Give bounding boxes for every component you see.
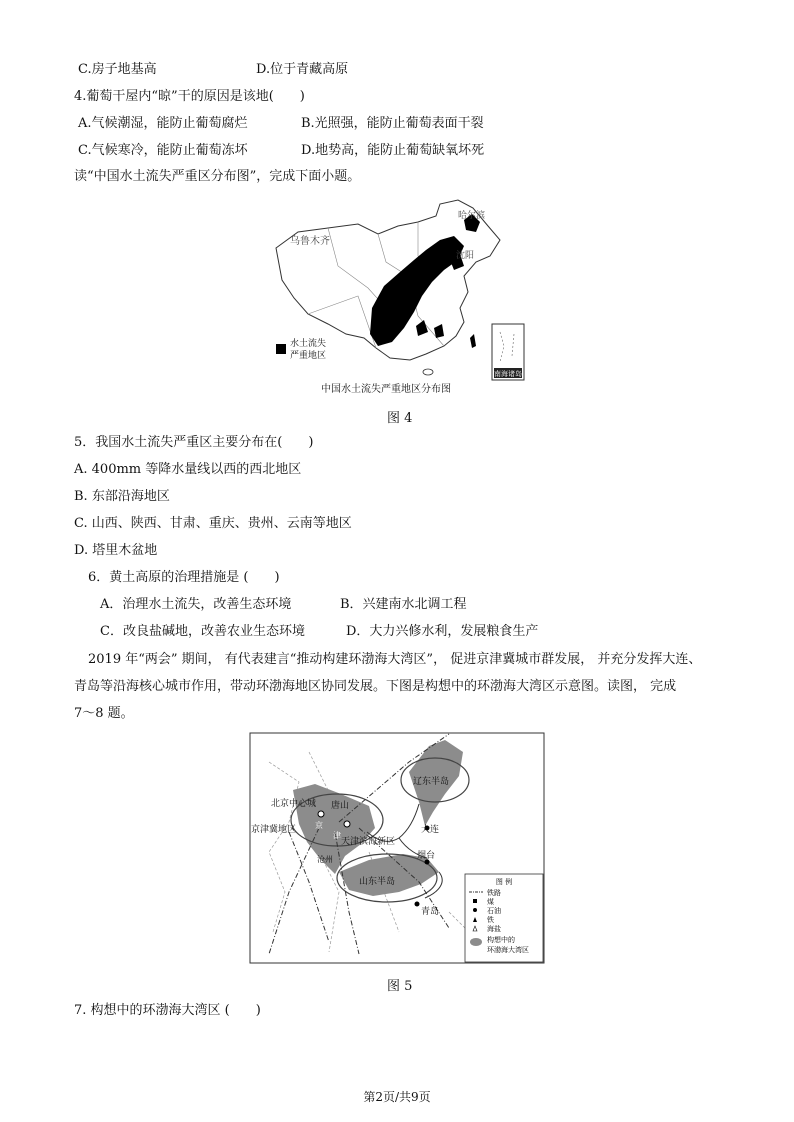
label-yantai: 烟台 <box>417 851 436 861</box>
question-6: 6．黄土高原的治理措施是 ( ) <box>88 570 280 585</box>
label-dalian: 大连 <box>421 825 440 835</box>
legend-coal: 煤 <box>487 898 494 906</box>
figure-5-map <box>249 732 545 964</box>
legend-iron: 铁 <box>487 916 494 924</box>
q6-option-d: D．大力兴修水利，发展粮食生产 <box>346 624 539 639</box>
scs-label: 南海诸岛 <box>494 370 522 378</box>
label-harbin: 哈尔滨 <box>458 211 486 221</box>
paragraph-line-1: 2019 年“两会” 期间， 有代表建言“推动构建环渤海大湾区”， 促进京津冀城市群发展， 并充分发挥大连、 <box>88 652 702 667</box>
legend-salt: 海盐 <box>487 925 501 933</box>
label-jin: 津 <box>333 831 341 840</box>
q4-option-a: A.气候潮湿，能防止葡萄腐烂 <box>78 116 248 131</box>
page-footer: 第2页/共9页 <box>363 1090 431 1104</box>
question-5: 5．我国水土流失严重区主要分布在( ) <box>74 435 314 450</box>
map-title: 中国水土流失严重地区分布图 <box>321 384 451 395</box>
question-7: 7. 构想中的环渤海大湾区 ( ) <box>74 1003 261 1018</box>
q5-option-b: B. 东部沿海地区 <box>74 489 170 504</box>
label-tianjin-binhai: 天津滨海新区 <box>341 837 396 847</box>
legend-bay-2: 环渤海大湾区 <box>487 946 529 954</box>
figure-4-caption: 图 4 <box>387 411 413 426</box>
q5-option-c: C. 山西、陕西、甘肃、重庆、贵州、云南等地区 <box>74 516 352 531</box>
legend-line-1: 水土流失 <box>290 339 327 349</box>
label-cangzhou: 沧州 <box>317 855 333 864</box>
label-beijing-core: 北京中心城 <box>271 799 317 809</box>
paragraph-line-2: 青岛等沿海核心城市作用，带动环渤海地区协同发展。下图是构想中的环渤海大湾区示意图。读图， 完成 <box>74 679 677 694</box>
q5-option-a: A. 400mm 等降水量线以西的西北地区 <box>74 462 302 477</box>
question-4: 4.葡萄干屋内“晾”干的原因是该地( ) <box>74 89 305 104</box>
label-liaodong: 辽东半岛 <box>413 777 450 787</box>
read-instruction-1: 读“中国水土流失严重区分布图”，完成下面小题。 <box>74 169 361 184</box>
label-qingdao: 青岛 <box>421 907 440 917</box>
q5-option-d: D. 塔里木盆地 <box>74 543 158 558</box>
legend-swatch <box>276 344 286 354</box>
q6-option-a: A．治理水土流失，改善生态环境 <box>100 597 292 612</box>
figure-5-caption: 图 5 <box>387 979 413 994</box>
legend-railway: 铁路 <box>487 889 501 897</box>
paragraph-line-3: 7～8 题。 <box>74 706 134 721</box>
legend-line-2: 严重地区 <box>290 351 327 361</box>
label-tangshan: 唐山 <box>331 801 350 811</box>
label-shenyang: 沈阳 <box>456 251 475 261</box>
q6-option-b: B．兴建南水北调工程 <box>340 597 467 612</box>
label-urumqi: 乌鲁木齐 <box>290 236 330 247</box>
q6-option-c: C．改良盐碱地，改善农业生态环境 <box>100 624 305 639</box>
q3-option-c: C.房子地基高 <box>78 62 157 77</box>
legend-oil: 石油 <box>487 907 501 915</box>
label-jing: 京 <box>315 821 323 830</box>
legend-title: 图 例 <box>495 878 513 886</box>
q3-option-d: D.位于青藏高原 <box>256 62 349 77</box>
q4-option-b: B.光照强，能防止葡萄表面干裂 <box>301 116 484 131</box>
figure-4-map <box>268 196 530 400</box>
legend-bay-1: 构想中的 <box>487 936 515 944</box>
q4-option-d: D.地势高，能防止葡萄缺氧坏死 <box>301 143 485 158</box>
label-jjj-region: 京津冀地区 <box>251 825 297 835</box>
label-shandong: 山东半岛 <box>359 877 396 887</box>
q4-option-c: C.气候寒冷，能防止葡萄冻坏 <box>78 143 248 158</box>
